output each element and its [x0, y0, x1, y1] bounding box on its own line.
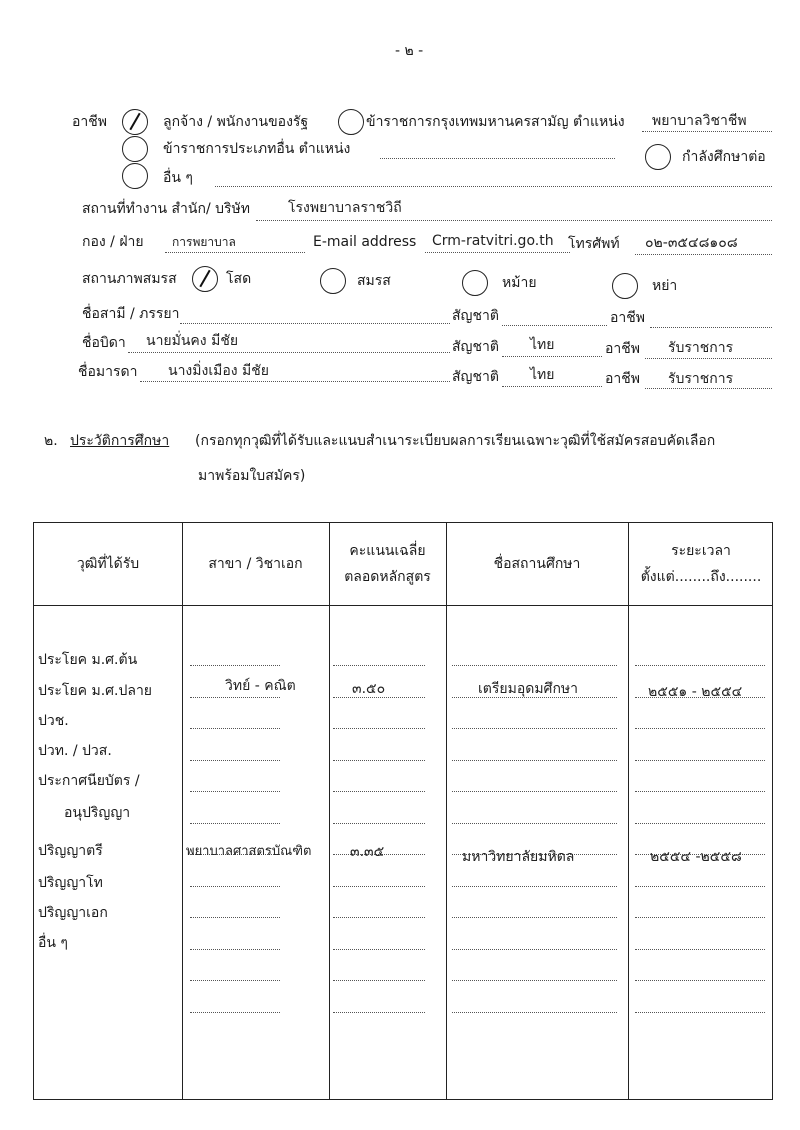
- bachelor-period[interactable]: ๒๕๕๔ -๒๕๕๘: [650, 849, 742, 865]
- header-major: สาขา / วิชาเอก: [208, 556, 303, 572]
- table-fill-line[interactable]: [452, 760, 617, 761]
- table-fill-line[interactable]: [333, 728, 425, 729]
- table-fill-line[interactable]: [333, 980, 425, 981]
- table-fill-line[interactable]: [190, 823, 280, 824]
- other-position-field-line[interactable]: [380, 158, 615, 159]
- table-fill-line[interactable]: [333, 949, 425, 950]
- table-fill-line[interactable]: [452, 949, 617, 950]
- table-fill-line[interactable]: [635, 728, 765, 729]
- header-gpa: คะแนนเฉลี่ย ตลอดหลักสูตร: [344, 543, 431, 585]
- column-divider: [182, 523, 183, 1099]
- table-fill-line[interactable]: [635, 823, 765, 824]
- mother-nationality-line: [502, 386, 602, 387]
- division-field-line: [165, 252, 305, 253]
- email-label: E-mail address: [313, 234, 417, 250]
- marital-widowed-label: หม้าย: [502, 275, 537, 291]
- father-name-line: [128, 352, 450, 353]
- table-fill-line[interactable]: [333, 760, 425, 761]
- degree-label: ประโยค ม.ศ.ต้น: [38, 652, 138, 668]
- table-fill-line[interactable]: [452, 728, 617, 729]
- table-fill-line[interactable]: [190, 949, 280, 950]
- spouse-name-field[interactable]: [180, 323, 450, 324]
- occupation-others-radio[interactable]: [122, 163, 148, 189]
- bachelor-major[interactable]: พยาบาลศาสตรบัณฑิต: [186, 844, 312, 859]
- education-table: [33, 522, 773, 1100]
- spouse-nationality-field[interactable]: [502, 325, 607, 326]
- father-occupation-label: อาชีพ: [605, 341, 640, 357]
- father-name-value[interactable]: นายมั่นคง มีชัย: [146, 333, 239, 349]
- phone-value[interactable]: ๐๒-๓๕๔๘๑๐๘: [645, 235, 738, 251]
- spouse-nationality-label: สัญชาติ: [452, 308, 499, 324]
- division-label: กอง / ฝ่าย: [82, 234, 144, 250]
- mother-nationality-value[interactable]: ไทย: [530, 367, 555, 383]
- table-fill-line[interactable]: [452, 1012, 617, 1013]
- father-nationality-line: [502, 356, 602, 357]
- mother-label: ชื่อมารดา: [78, 364, 138, 380]
- marital-single-radio[interactable]: [192, 266, 218, 292]
- table-fill-line[interactable]: [452, 823, 617, 824]
- degree-label: อนุปริญญา: [64, 805, 131, 821]
- header-school: ชื่อสถานศึกษา: [493, 556, 581, 572]
- spouse-label: ชื่อสามี / ภรรยา: [82, 306, 180, 322]
- mother-name-value[interactable]: นางมิ่งเมือง มีชัย: [168, 363, 269, 379]
- table-fill-line[interactable]: [635, 665, 765, 666]
- workplace-label: สถานที่ทำงาน สำนัก/ บริษัท: [82, 201, 250, 217]
- occupation-employee-radio[interactable]: [122, 109, 148, 135]
- workplace-value[interactable]: โรงพยาบาลราชวิถี: [288, 200, 402, 216]
- table-fill-line[interactable]: [190, 791, 280, 792]
- phone-label: โทรศัพท์: [568, 236, 620, 252]
- degree-label: ประกาศนียบัตร /: [38, 773, 140, 789]
- table-fill-line[interactable]: [452, 791, 617, 792]
- degree-label: ปริญญาตรี: [38, 843, 103, 859]
- hs-school[interactable]: เตรียมอุดมศึกษา: [478, 681, 579, 697]
- email-field-line: [425, 252, 570, 253]
- table-fill-line[interactable]: [190, 1012, 280, 1013]
- father-occupation-line: [645, 358, 772, 359]
- table-fill-line[interactable]: [333, 886, 425, 887]
- table-fill-line[interactable]: [635, 791, 765, 792]
- occupation-others-label: อื่น ๆ: [163, 170, 193, 186]
- hs-major[interactable]: วิทย์ - คณิต: [225, 678, 296, 694]
- mother-occupation-label: อาชีพ: [605, 371, 640, 387]
- hs-period[interactable]: ๒๕๕๑ - ๒๕๕๔: [648, 684, 743, 700]
- father-nationality-value[interactable]: ไทย: [530, 337, 555, 353]
- spouse-occupation-field[interactable]: [650, 327, 772, 328]
- degree-label: ปวท. / ปวส.: [38, 743, 112, 759]
- marital-married-radio[interactable]: [320, 268, 346, 294]
- table-fill-line[interactable]: [452, 665, 617, 666]
- occupation-studying-label: กำลังศึกษาต่อ: [682, 149, 766, 165]
- header-period: ระยะเวลา ตั้งแต่........ถึง........: [640, 543, 762, 585]
- section-number: ๒.: [44, 433, 58, 449]
- position-field-line: [642, 131, 772, 132]
- marital-divorced-label: หย่า: [652, 278, 678, 294]
- section-title: ประวัติการศึกษา: [70, 433, 170, 449]
- degree-label: ปวช.: [38, 713, 69, 729]
- table-fill-line[interactable]: [190, 980, 280, 981]
- table-fill-line[interactable]: [635, 886, 765, 887]
- table-fill-line[interactable]: [635, 949, 765, 950]
- table-fill-line[interactable]: [635, 1012, 765, 1013]
- occupation-others-field-line[interactable]: [215, 186, 772, 187]
- marital-label: สถานภาพสมรส: [82, 271, 177, 287]
- marital-single-label: โสด: [226, 271, 252, 287]
- degree-label: ประโยค ม.ศ.ปลาย: [38, 683, 153, 699]
- division-value[interactable]: การพยาบาล: [172, 235, 236, 249]
- table-fill-line[interactable]: [190, 665, 280, 666]
- table-fill-line[interactable]: [190, 917, 280, 918]
- header-degree: วุฒิที่ได้รับ: [76, 556, 140, 572]
- table-fill-line[interactable]: [635, 917, 765, 918]
- occupation-bma-civil-label: ข้าราชการกรุงเทพมหานครสามัญ ตำแหน่ง: [366, 114, 625, 130]
- table-fill-line[interactable]: [452, 886, 617, 887]
- table-fill-line[interactable]: [333, 665, 425, 666]
- table-fill-line[interactable]: [190, 886, 280, 887]
- column-divider: [446, 523, 447, 1099]
- header-divider: [34, 605, 772, 606]
- table-fill-line[interactable]: [333, 791, 425, 792]
- father-label: ชื่อบิดา: [82, 335, 126, 351]
- mother-occupation-value[interactable]: รับราชการ: [668, 371, 734, 387]
- occupation-bma-civil-radio[interactable]: [338, 109, 364, 135]
- position-value[interactable]: พยาบาลวิชาชีพ: [652, 113, 747, 129]
- occupation-employee-label: ลูกจ้าง / พนักงานของรัฐ: [163, 114, 309, 130]
- occupation-label: อาชีพ: [72, 114, 107, 130]
- table-fill-line[interactable]: [190, 728, 280, 729]
- column-divider: [329, 523, 330, 1099]
- marital-married-label: สมรส: [357, 273, 391, 289]
- section-note-line2: มาพร้อมใบสมัคร): [198, 468, 306, 484]
- father-nationality-label: สัญชาติ: [452, 339, 499, 355]
- section-note-line1: (กรอกทุกวุฒิที่ได้รับและแนบสำเนาระเบียบผลการเรียนเฉพาะวุฒิที่ใช้สมัครสอบคัดเลือก: [195, 433, 716, 449]
- table-fill-line[interactable]: [333, 1012, 425, 1013]
- marital-widowed-radio[interactable]: [462, 270, 488, 296]
- mother-name-line: [140, 381, 450, 382]
- table-fill-line[interactable]: [190, 697, 280, 698]
- occupation-studying-radio[interactable]: [645, 144, 671, 170]
- phone-field-line: [635, 254, 772, 255]
- table-fill-line[interactable]: [452, 917, 617, 918]
- mother-nationality-label: สัญชาติ: [452, 369, 499, 385]
- column-divider: [628, 523, 629, 1099]
- page-number: - ๒ -: [395, 43, 424, 59]
- table-fill-line[interactable]: [333, 917, 425, 918]
- bachelor-school[interactable]: มหาวิทยาลัยมหิดล: [462, 849, 575, 865]
- degree-label: ปริญญาเอก: [38, 905, 108, 921]
- occupation-other-civil-radio[interactable]: [122, 136, 148, 162]
- marital-divorced-radio[interactable]: [612, 273, 638, 299]
- spouse-occupation-label: อาชีพ: [610, 310, 645, 326]
- table-fill-line[interactable]: [190, 760, 280, 761]
- hs-gpa[interactable]: ๓.๕๐: [352, 681, 386, 697]
- degree-label: อื่น ๆ: [38, 935, 68, 951]
- table-fill-line[interactable]: [333, 823, 425, 824]
- occupation-other-civil-label: ข้าราชการประเภทอื่น ตำแหน่ง: [163, 141, 351, 157]
- table-fill-line[interactable]: [635, 760, 765, 761]
- email-value[interactable]: Crm-ratvitri.go.th: [432, 233, 554, 249]
- workplace-field-line: [256, 220, 772, 221]
- degree-label: ปริญญาโท: [38, 875, 103, 891]
- table-fill-line[interactable]: [635, 980, 765, 981]
- bachelor-gpa[interactable]: ๓.๓๕: [350, 844, 385, 860]
- father-occupation-value[interactable]: รับราชการ: [668, 340, 734, 356]
- table-fill-line[interactable]: [452, 980, 617, 981]
- mother-occupation-line: [645, 388, 772, 389]
